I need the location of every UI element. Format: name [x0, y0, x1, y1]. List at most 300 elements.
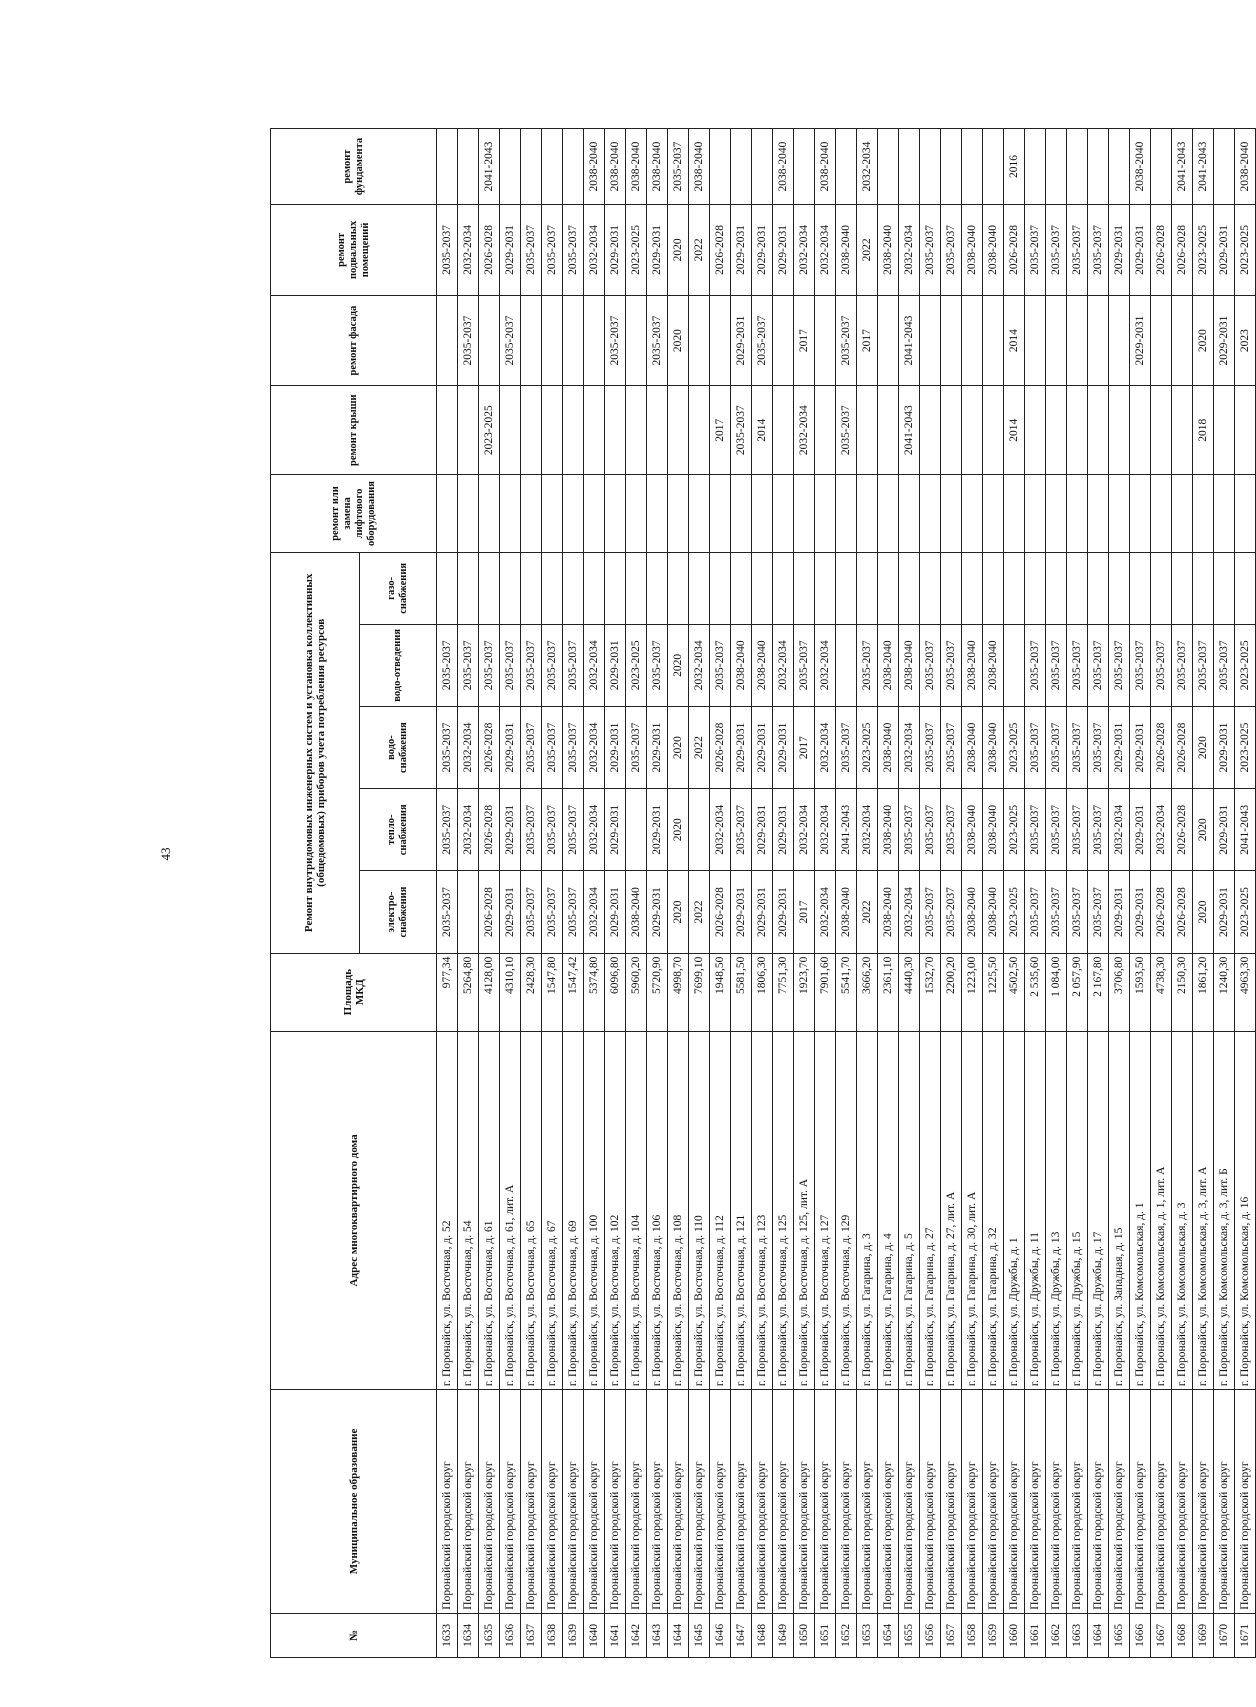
cell-electro: 2022 — [857, 871, 878, 953]
cell-roof — [941, 386, 962, 475]
cell-address: г. Поронайск, ул. Комсомольская, д. 16 — [1235, 1031, 1256, 1390]
cell-area: 7901,60 — [815, 953, 836, 1031]
cell-area: 1923,70 — [794, 953, 815, 1031]
cell-basement: 2022 — [689, 205, 710, 296]
cell-address: г. Поронайск, ул. Гагарина, д. 27 — [920, 1031, 941, 1390]
cell-sewer: 2035-2037 — [941, 624, 962, 706]
cell-roof — [626, 386, 647, 475]
cell-num: 1663 — [1067, 1613, 1088, 1657]
cell-gas — [605, 552, 626, 624]
cell-lift — [542, 474, 563, 552]
cell-lift — [794, 474, 815, 552]
cell-address: г. Поронайск, ул. Восточная, д. 61 — [479, 1031, 500, 1390]
cell-gas — [983, 552, 1004, 624]
cell-water: 2026-2028 — [1151, 706, 1172, 788]
cell-address: г. Поронайск, ул. Комсомольская, д. 3, лит. Б — [1214, 1031, 1235, 1390]
cell-water: 2035-2037 — [1088, 706, 1109, 788]
cell-num: 1665 — [1109, 1613, 1130, 1657]
cell-foundation — [1025, 129, 1046, 205]
cell-municipality: Поронайский городской округ — [1151, 1390, 1172, 1614]
cell-electro: 2026-2028 — [710, 871, 731, 953]
cell-address: г. Поронайск, ул. Гагарина, д. 30, лит. А — [962, 1031, 983, 1390]
cell-num: 1652 — [836, 1613, 857, 1657]
cell-electro: 2023-2025 — [1235, 871, 1256, 953]
cell-municipality: Поронайский городской округ — [1193, 1390, 1214, 1614]
cell-foundation: 2038-2040 — [815, 129, 836, 205]
cell-foundation — [1088, 129, 1109, 205]
cell-basement: 2038-2040 — [878, 205, 899, 296]
cell-lift — [479, 474, 500, 552]
cell-basement: 2035-2037 — [1067, 205, 1088, 296]
cell-area: 4963,30 — [1235, 953, 1256, 1031]
cell-area: 5374,80 — [584, 953, 605, 1031]
cell-lift — [584, 474, 605, 552]
cell-address: г. Поронайск, ул. Гагарина, д. 32 — [983, 1031, 1004, 1390]
cell-gas — [1235, 552, 1256, 624]
cell-sewer: 2032-2034 — [584, 624, 605, 706]
cell-num: 1637 — [521, 1613, 542, 1657]
cell-sewer: 2038-2040 — [899, 624, 920, 706]
cell-foundation — [941, 129, 962, 205]
cell-water: 2023-2025 — [1004, 706, 1025, 788]
cell-num: 1647 — [731, 1613, 752, 1657]
cell-lift — [458, 474, 479, 552]
cell-facade — [815, 295, 836, 386]
table-row — [1025, 129, 1046, 1658]
cell-sewer: 2035-2037 — [479, 624, 500, 706]
cell-lift — [1130, 474, 1151, 552]
cell-num: 1649 — [773, 1613, 794, 1657]
cell-foundation — [1214, 129, 1235, 205]
cell-facade — [1046, 295, 1067, 386]
cell-area: 1223,00 — [962, 953, 983, 1031]
cell-foundation — [1046, 129, 1067, 205]
cell-facade — [584, 295, 605, 386]
cell-electro: 2038-2040 — [878, 871, 899, 953]
cell-sewer: 2038-2040 — [983, 624, 1004, 706]
cell-water: 2023-2025 — [857, 706, 878, 788]
cell-address: г. Поронайск, ул. Комсомольская, д. 1, лит. А — [1151, 1031, 1172, 1390]
cell-address: г. Поронайск, ул. Восточная, д. 125 — [773, 1031, 794, 1390]
cell-facade: 2020 — [668, 295, 689, 386]
cell-water: 2026-2028 — [1172, 706, 1193, 788]
cell-num: 1668 — [1172, 1613, 1193, 1657]
cell-municipality: Поронайский городской округ — [521, 1390, 542, 1614]
cell-address: г. Поронайск, ул. Дружбы, д. 1 — [1004, 1031, 1025, 1390]
cell-gas — [500, 552, 521, 624]
cell-facade: 2023 — [1235, 295, 1256, 386]
cell-foundation — [878, 129, 899, 205]
cell-facade — [479, 295, 500, 386]
header-num: № — [271, 1613, 437, 1657]
cell-lift — [668, 474, 689, 552]
header-municipality: Муниципальное образование — [271, 1390, 437, 1614]
cell-lift — [752, 474, 773, 552]
cell-heat: 2038-2040 — [962, 789, 983, 871]
cell-address: г. Поронайск, ул. Западная, д. 15 — [1109, 1031, 1130, 1390]
cell-area: 1547,42 — [563, 953, 584, 1031]
cell-sewer: 2029-2031 — [605, 624, 626, 706]
cell-municipality: Поронайский городской округ — [605, 1390, 626, 1614]
cell-roof — [1151, 386, 1172, 475]
cell-water: 2017 — [794, 706, 815, 788]
cell-heat: 2029-2031 — [647, 789, 668, 871]
cell-basement: 2029-2031 — [605, 205, 626, 296]
cell-gas — [689, 552, 710, 624]
header-heat: тепло-снабжения — [360, 789, 437, 871]
cell-num: 1653 — [857, 1613, 878, 1657]
cell-area: 2361,10 — [878, 953, 899, 1031]
cell-lift — [689, 474, 710, 552]
cell-electro: 2035-2037 — [542, 871, 563, 953]
cell-gas — [479, 552, 500, 624]
cell-sewer: 2035-2037 — [1067, 624, 1088, 706]
cell-area: 1532,70 — [920, 953, 941, 1031]
cell-lift — [983, 474, 1004, 552]
table-row — [920, 129, 941, 1658]
cell-sewer — [1004, 624, 1025, 706]
cell-water: 2038-2040 — [983, 706, 1004, 788]
cell-municipality: Поронайский городской округ — [689, 1390, 710, 1614]
cell-basement: 2029-2031 — [1109, 205, 1130, 296]
cell-address: г. Поронайск, ул. Гагарина, д. 3 — [857, 1031, 878, 1390]
cell-basement: 2029-2031 — [500, 205, 521, 296]
cell-heat: 2029-2031 — [1130, 789, 1151, 871]
cell-address: г. Поронайск, ул. Восточная, д. 106 — [647, 1031, 668, 1390]
cell-basement: 2022 — [857, 205, 878, 296]
header-engineering-systems: Ремонт внутридомовых инженерных систем и установка коллективных (общедомовых) приборов учета потребления ресурсов — [271, 552, 360, 953]
cell-lift — [815, 474, 836, 552]
cell-sewer: 2035-2037 — [710, 624, 731, 706]
cell-gas — [542, 552, 563, 624]
cell-heat: 2026-2028 — [479, 789, 500, 871]
header-basement: ремонт подвальных помещений — [271, 205, 437, 296]
cell-facade: 2014 — [1004, 295, 1025, 386]
cell-water: 2026-2028 — [479, 706, 500, 788]
cell-num: 1655 — [899, 1613, 920, 1657]
cell-sewer: 2035-2037 — [1151, 624, 1172, 706]
table-row — [626, 129, 647, 1658]
cell-area: 4502,50 — [1004, 953, 1025, 1031]
header-roof: ремонт крыши — [271, 386, 437, 475]
cell-municipality: Поронайский городской округ — [584, 1390, 605, 1614]
cell-water: 2035-2037 — [941, 706, 962, 788]
cell-sewer: 2035-2037 — [437, 624, 458, 706]
cell-water: 2035-2037 — [437, 706, 458, 788]
cell-address: г. Поронайск, ул. Восточная, д. 121 — [731, 1031, 752, 1390]
cell-heat: 2029-2031 — [773, 789, 794, 871]
table-row — [962, 129, 983, 1658]
cell-electro: 2035-2037 — [563, 871, 584, 953]
cell-foundation: 2041-2043 — [1193, 129, 1214, 205]
cell-electro: 2029-2031 — [731, 871, 752, 953]
cell-heat: 2032-2034 — [794, 789, 815, 871]
cell-basement: 2035-2037 — [1088, 205, 1109, 296]
cell-num: 1657 — [941, 1613, 962, 1657]
cell-area: 5720,90 — [647, 953, 668, 1031]
cell-foundation — [458, 129, 479, 205]
cell-area: 2200,20 — [941, 953, 962, 1031]
cell-area: 1 084,00 — [1046, 953, 1067, 1031]
cell-roof: 2023-2025 — [479, 386, 500, 475]
cell-address: г. Поронайск, ул. Восточная, д. 123 — [752, 1031, 773, 1390]
cell-gas — [647, 552, 668, 624]
cell-sewer: 2020 — [668, 624, 689, 706]
cell-water: 2035-2037 — [1067, 706, 1088, 788]
cell-water: 2035-2037 — [836, 706, 857, 788]
cell-heat: 2035-2037 — [437, 789, 458, 871]
cell-water: 2029-2031 — [605, 706, 626, 788]
cell-water: 2020 — [1193, 706, 1214, 788]
cell-heat: 2032-2034 — [710, 789, 731, 871]
cell-heat: 2035-2037 — [899, 789, 920, 871]
cell-electro: 2020 — [1193, 871, 1214, 953]
cell-num: 1659 — [983, 1613, 1004, 1657]
cell-electro: 2029-2031 — [1214, 871, 1235, 953]
cell-municipality: Поронайский городской округ — [983, 1390, 1004, 1614]
cell-lift — [1235, 474, 1256, 552]
cell-water: 2038-2040 — [962, 706, 983, 788]
cell-roof — [521, 386, 542, 475]
cell-facade: 2029-2031 — [1214, 295, 1235, 386]
cell-area: 977,34 — [437, 953, 458, 1031]
cell-sewer: 2035-2037 — [1046, 624, 1067, 706]
cell-sewer: 2038-2040 — [962, 624, 983, 706]
cell-roof — [437, 386, 458, 475]
cell-foundation — [899, 129, 920, 205]
cell-lift — [500, 474, 521, 552]
cell-basement: 2029-2031 — [752, 205, 773, 296]
cell-area: 7751,30 — [773, 953, 794, 1031]
cell-sewer: 2032-2034 — [815, 624, 836, 706]
cell-roof — [1172, 386, 1193, 475]
cell-sewer: 2035-2037 — [857, 624, 878, 706]
cell-num: 1662 — [1046, 1613, 1067, 1657]
cell-water: 2029-2031 — [500, 706, 521, 788]
cell-electro: 2035-2037 — [1067, 871, 1088, 953]
cell-foundation — [920, 129, 941, 205]
table-row — [1046, 129, 1067, 1658]
cell-lift — [857, 474, 878, 552]
cell-heat: 2026-2028 — [1172, 789, 1193, 871]
cell-num: 1651 — [815, 1613, 836, 1657]
cell-sewer: 2038-2040 — [752, 624, 773, 706]
cell-water: 2026-2028 — [710, 706, 731, 788]
cell-basement: 2035-2037 — [542, 205, 563, 296]
cell-address: г. Поронайск, ул. Гагарина, д. 27, лит. А — [941, 1031, 962, 1390]
cell-sewer: 2035-2037 — [521, 624, 542, 706]
cell-num: 1638 — [542, 1613, 563, 1657]
cell-basement: 2032-2034 — [794, 205, 815, 296]
cell-heat: 2032-2034 — [584, 789, 605, 871]
cell-municipality: Поронайский городской округ — [815, 1390, 836, 1614]
cell-municipality: Поронайский городской округ — [878, 1390, 899, 1614]
table-row — [563, 129, 584, 1658]
cell-address: г. Поронайск, ул. Дружбы, д. 17 — [1088, 1031, 1109, 1390]
table-row — [500, 129, 521, 1658]
cell-basement: 2032-2034 — [458, 205, 479, 296]
cell-area: 2 167,80 — [1088, 953, 1109, 1031]
table-row — [1151, 129, 1172, 1658]
cell-num: 1669 — [1193, 1613, 1214, 1657]
header-gas: газо-снабжения — [360, 552, 437, 624]
cell-roof — [584, 386, 605, 475]
cell-area: 1547,80 — [542, 953, 563, 1031]
cell-address: г. Поронайск, ул. Восточная, д. 69 — [563, 1031, 584, 1390]
cell-address: г. Поронайск, ул. Дружбы, д. 11 — [1025, 1031, 1046, 1390]
table-row — [899, 129, 920, 1658]
cell-water: 2023-2025 — [1235, 706, 1256, 788]
cell-num: 1666 — [1130, 1613, 1151, 1657]
cell-heat: 2029-2031 — [605, 789, 626, 871]
cell-num: 1640 — [584, 1613, 605, 1657]
cell-gas — [752, 552, 773, 624]
cell-water: 2029-2031 — [1130, 706, 1151, 788]
cell-gas — [899, 552, 920, 624]
cell-foundation — [836, 129, 857, 205]
cell-address: г. Поронайск, ул. Восточная, д. 100 — [584, 1031, 605, 1390]
cell-facade — [710, 295, 731, 386]
cell-gas — [458, 552, 479, 624]
table-row — [1088, 129, 1109, 1658]
cell-sewer: 2035-2037 — [1214, 624, 1235, 706]
cell-roof — [1025, 386, 1046, 475]
cell-facade: 2017 — [794, 295, 815, 386]
cell-lift — [563, 474, 584, 552]
cell-gas — [962, 552, 983, 624]
cell-lift — [626, 474, 647, 552]
cell-heat: 2032-2034 — [1151, 789, 1172, 871]
cell-municipality: Поронайский городской округ — [437, 1390, 458, 1614]
cell-water: 2035-2037 — [1025, 706, 1046, 788]
cell-num: 1658 — [962, 1613, 983, 1657]
cell-foundation — [731, 129, 752, 205]
cell-num: 1646 — [710, 1613, 731, 1657]
cell-foundation: 2016 — [1004, 129, 1025, 205]
cell-area: 5541,70 — [836, 953, 857, 1031]
cell-foundation — [794, 129, 815, 205]
cell-lift — [962, 474, 983, 552]
cell-gas — [1193, 552, 1214, 624]
cell-electro: 2029-2031 — [647, 871, 668, 953]
cell-roof: 2014 — [1004, 386, 1025, 475]
cell-facade — [1025, 295, 1046, 386]
cell-gas — [920, 552, 941, 624]
cell-lift — [1046, 474, 1067, 552]
cell-municipality: Поронайский городской округ — [500, 1390, 521, 1614]
cell-roof — [563, 386, 584, 475]
cell-lift — [1025, 474, 1046, 552]
cell-roof: 2014 — [752, 386, 773, 475]
cell-lift — [878, 474, 899, 552]
cell-gas — [1067, 552, 1088, 624]
cell-basement: 2038-2040 — [836, 205, 857, 296]
cell-facade — [542, 295, 563, 386]
cell-gas — [437, 552, 458, 624]
cell-roof — [1067, 386, 1088, 475]
cell-area: 2 535,60 — [1025, 953, 1046, 1031]
cell-gas — [584, 552, 605, 624]
cell-heat: 2029-2031 — [500, 789, 521, 871]
cell-basement: 2032-2034 — [584, 205, 605, 296]
cell-electro: 2038-2040 — [626, 871, 647, 953]
cell-roof — [1046, 386, 1067, 475]
cell-basement: 2029-2031 — [731, 205, 752, 296]
cell-municipality: Поронайский городской округ — [731, 1390, 752, 1614]
cell-municipality: Поронайский городской округ — [1235, 1390, 1256, 1614]
cell-lift — [899, 474, 920, 552]
table-row — [752, 129, 773, 1658]
cell-basement: 2020 — [668, 205, 689, 296]
cell-facade: 2035-2037 — [458, 295, 479, 386]
cell-sewer: 2035-2037 — [1109, 624, 1130, 706]
table-row — [878, 129, 899, 1658]
cell-facade — [878, 295, 899, 386]
cell-electro: 2026-2028 — [1151, 871, 1172, 953]
cell-num: 1639 — [563, 1613, 584, 1657]
cell-municipality: Поронайский городской округ — [563, 1390, 584, 1614]
cell-num: 1670 — [1214, 1613, 1235, 1657]
cell-roof: 2041-2043 — [899, 386, 920, 475]
cell-water: 2032-2034 — [458, 706, 479, 788]
cell-facade: 2035-2037 — [836, 295, 857, 386]
cell-area: 2150,30 — [1172, 953, 1193, 1031]
cell-address: г. Поронайск, ул. Дружбы, д. 15 — [1067, 1031, 1088, 1390]
cell-gas — [626, 552, 647, 624]
cell-electro: 2029-2031 — [605, 871, 626, 953]
cell-sewer: 2035-2037 — [458, 624, 479, 706]
cell-lift — [1067, 474, 1088, 552]
cell-area: 5581,50 — [731, 953, 752, 1031]
cell-water: 2032-2034 — [815, 706, 836, 788]
cell-facade — [626, 295, 647, 386]
repair-schedule-table — [270, 128, 1256, 1658]
cell-water: 2029-2031 — [731, 706, 752, 788]
cell-basement: 2035-2037 — [920, 205, 941, 296]
table-row — [1130, 129, 1151, 1658]
cell-water: 2035-2037 — [542, 706, 563, 788]
cell-electro: 2035-2037 — [1088, 871, 1109, 953]
table-body — [437, 129, 1256, 1658]
cell-basement: 2026-2028 — [710, 205, 731, 296]
cell-roof: 2035-2037 — [731, 386, 752, 475]
cell-sewer: 2035-2037 — [794, 624, 815, 706]
cell-gas — [878, 552, 899, 624]
cell-foundation — [563, 129, 584, 205]
cell-roof — [500, 386, 521, 475]
cell-num: 1648 — [752, 1613, 773, 1657]
cell-sewer: 2032-2034 — [773, 624, 794, 706]
cell-foundation: 2038-2040 — [773, 129, 794, 205]
cell-lift — [920, 474, 941, 552]
cell-area: 3666,20 — [857, 953, 878, 1031]
cell-num: 1654 — [878, 1613, 899, 1657]
page-number: 43 — [158, 847, 173, 861]
cell-gas — [1172, 552, 1193, 624]
cell-basement: 2032-2034 — [899, 205, 920, 296]
header-area: Площадь МКД — [271, 953, 437, 1031]
cell-foundation: 2038-2040 — [1130, 129, 1151, 205]
cell-facade: 2029-2031 — [1130, 295, 1151, 386]
cell-electro: 2035-2037 — [1046, 871, 1067, 953]
cell-basement: 2026-2028 — [1151, 205, 1172, 296]
table-row — [710, 129, 731, 1658]
cell-electro: 2038-2040 — [983, 871, 1004, 953]
cell-sewer — [836, 624, 857, 706]
cell-gas — [1109, 552, 1130, 624]
cell-roof: 2017 — [710, 386, 731, 475]
cell-foundation — [983, 129, 1004, 205]
